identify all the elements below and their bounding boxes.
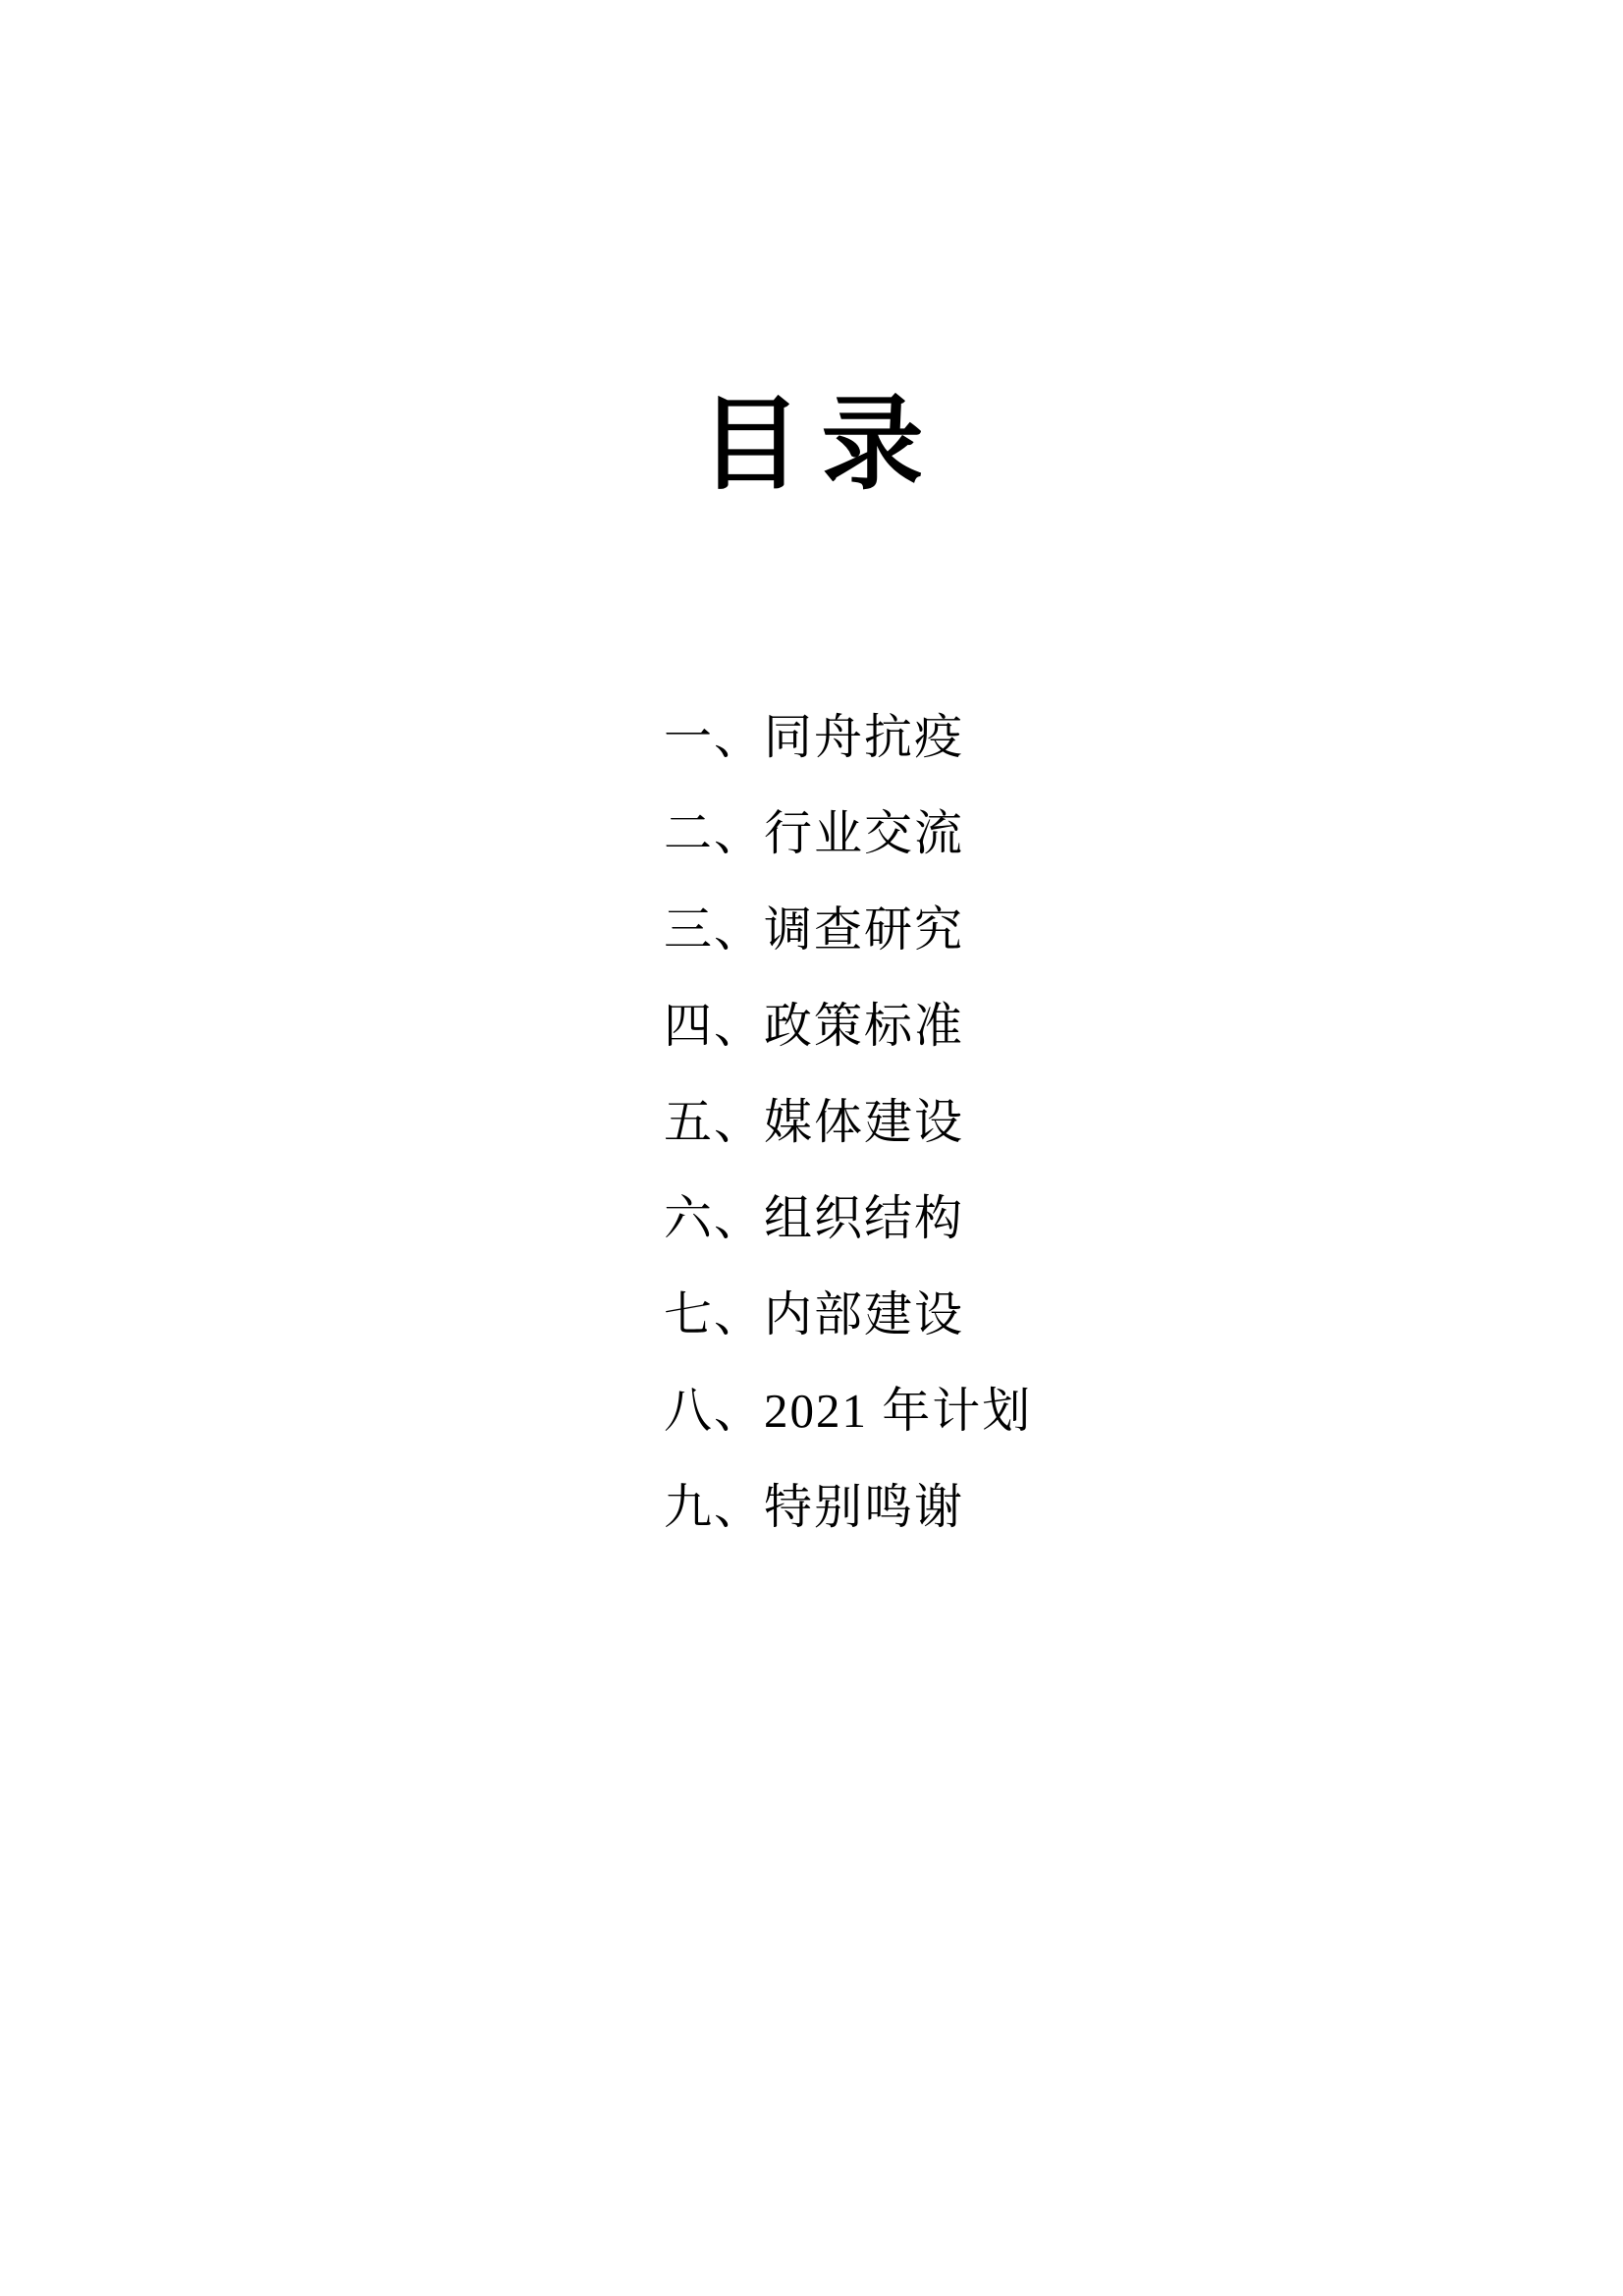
toc-item-7: 七、内部建设 bbox=[664, 1287, 965, 1341]
toc-item-5: 五、媒体建设 bbox=[664, 1095, 965, 1149]
toc-item-3: 三、调查研究 bbox=[664, 902, 965, 957]
toc-item-8: 八、2021 年计划 bbox=[664, 1384, 1033, 1438]
toc-item-2: 二、行业交流 bbox=[664, 806, 965, 860]
toc-item-6: 六、组织结构 bbox=[664, 1191, 965, 1245]
toc-item-4: 四、政策标准 bbox=[664, 999, 965, 1053]
toc-list bbox=[664, 689, 1032, 1556]
toc-item-9: 九、特别鸣谢 bbox=[664, 1480, 965, 1534]
page-title: 目录 bbox=[699, 389, 944, 502]
toc-item-1: 一、同舟抗疫 bbox=[664, 710, 965, 764]
